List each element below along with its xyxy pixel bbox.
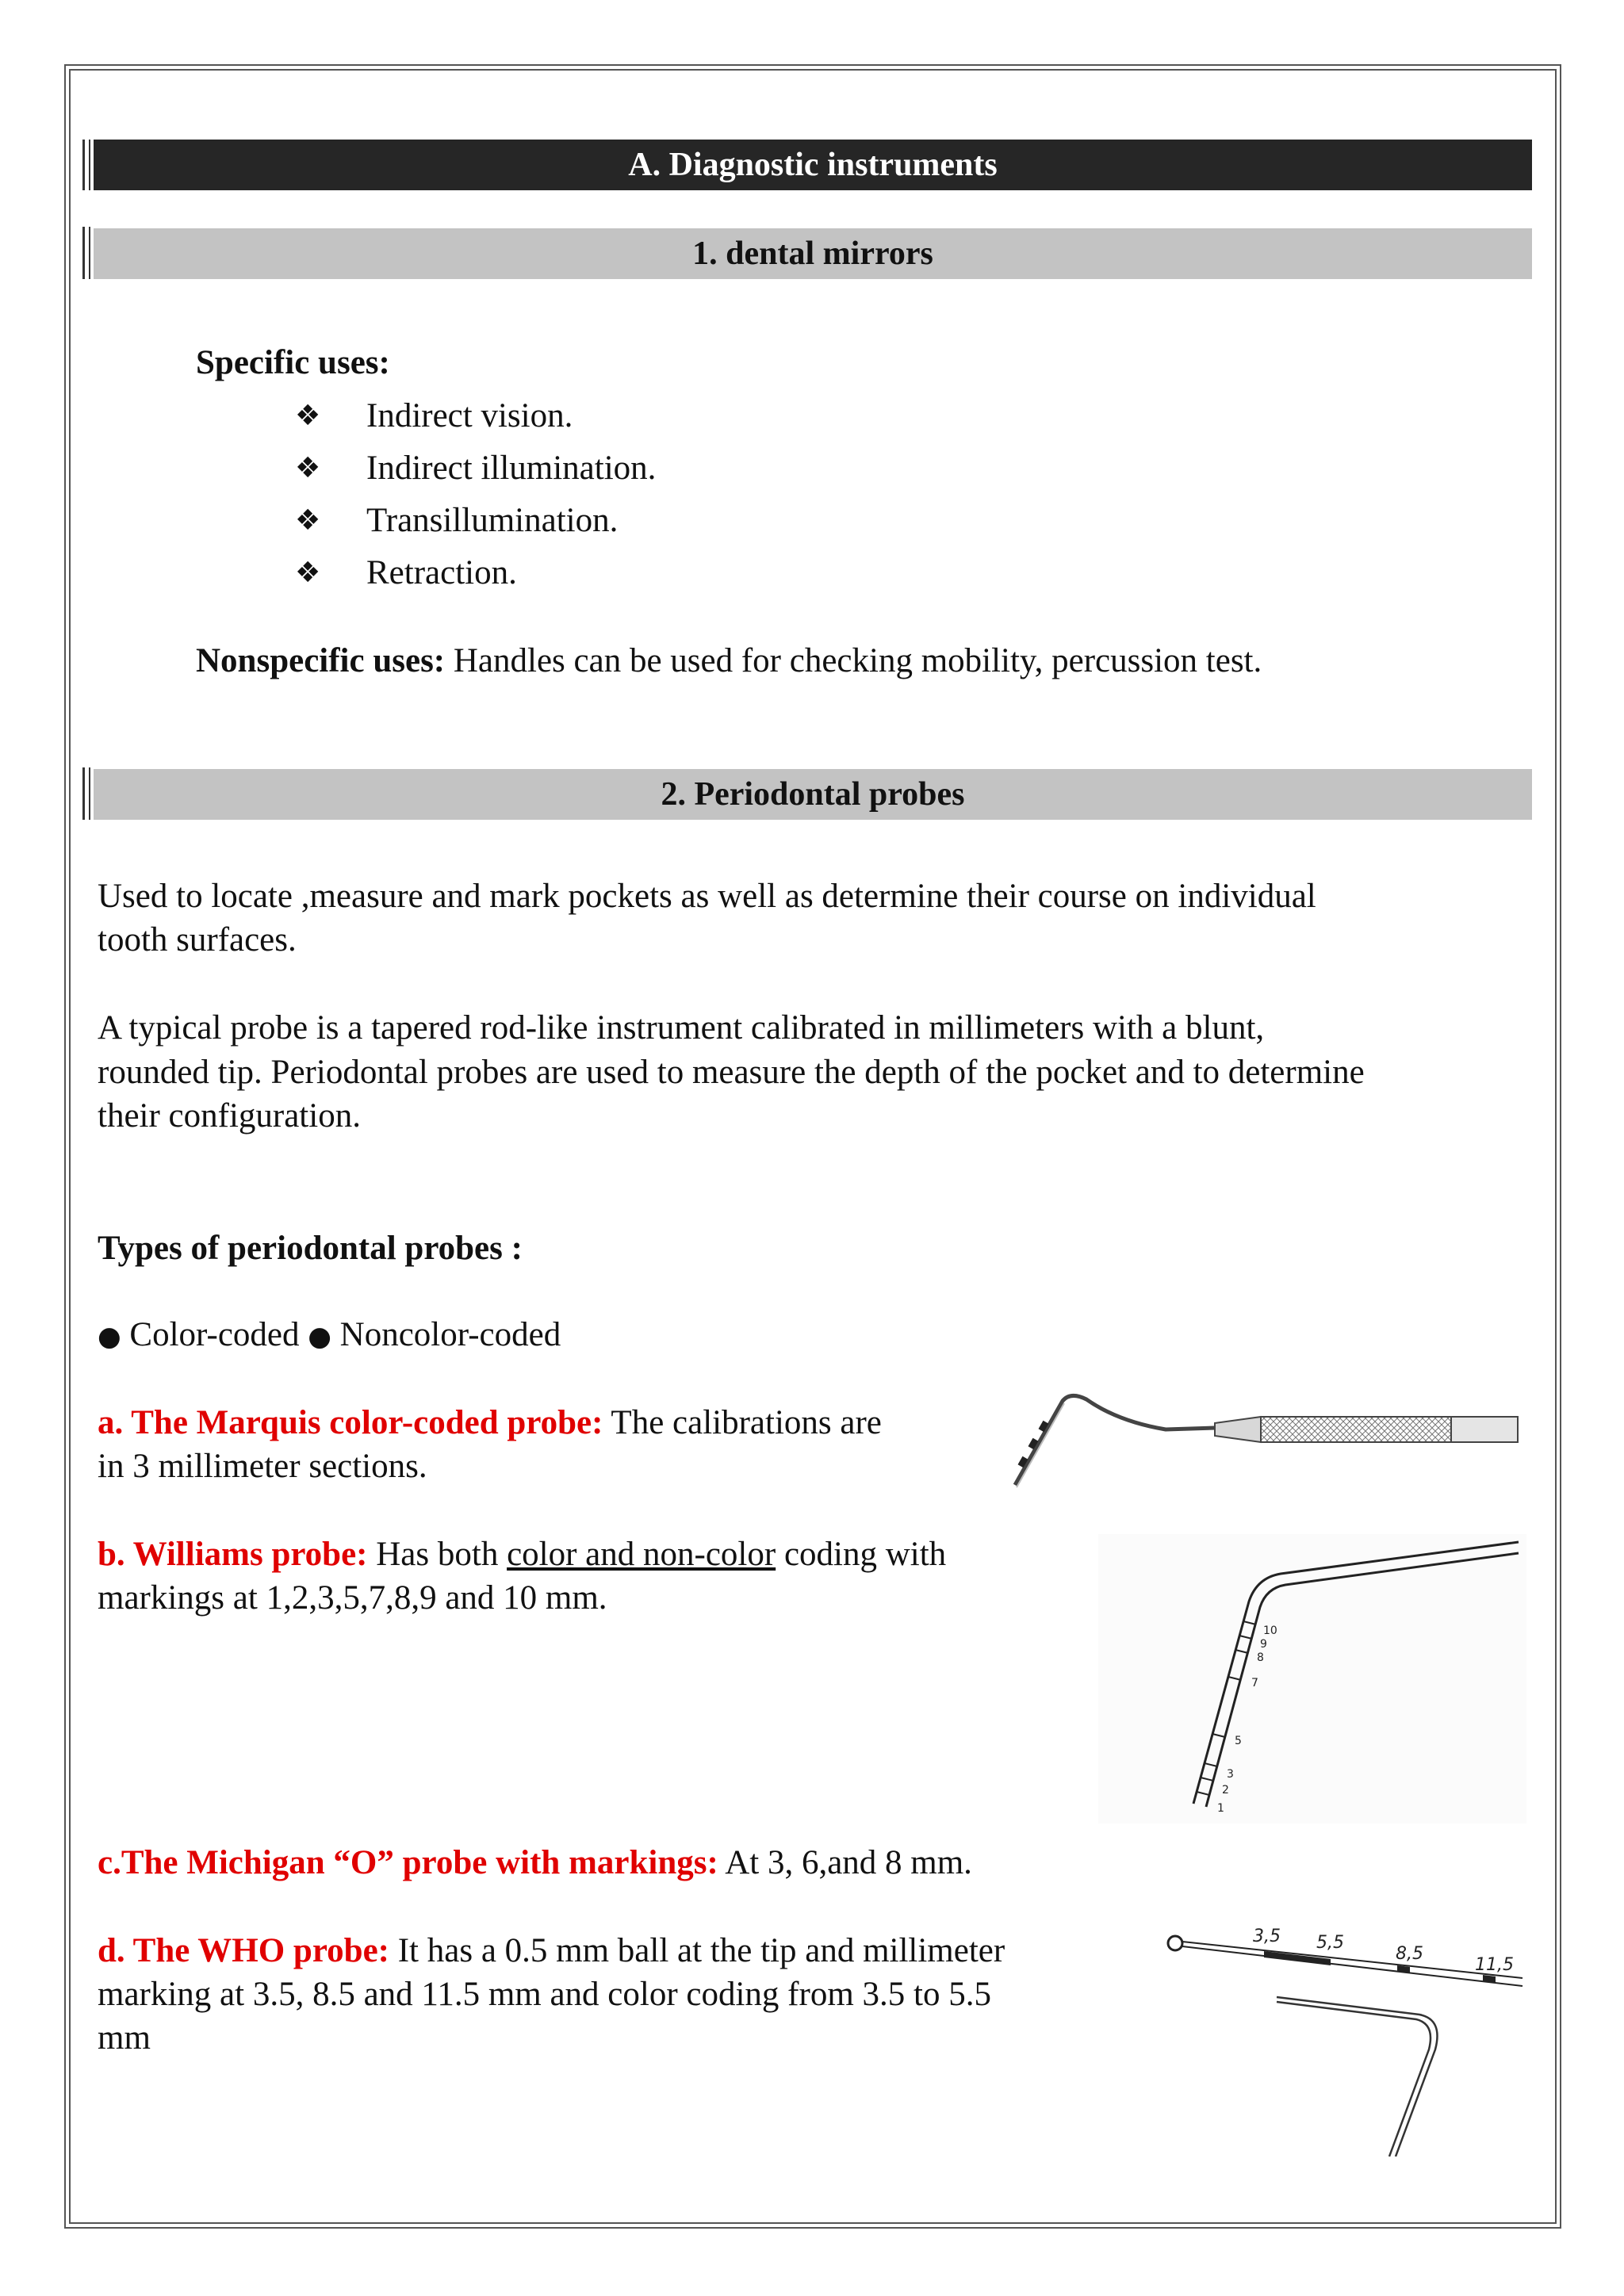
- specific-use-item: Indirect vision.: [366, 397, 573, 434]
- williams-probe-illustration: [1098, 1534, 1526, 1823]
- marquis-line: in 3 millimeter sections.: [98, 1448, 427, 1485]
- probe-desc-line: A typical probe is a tapered rod-like instrument calibrated in millimeters with a blunt,: [98, 1009, 1265, 1047]
- specific-use-item: Retraction.: [366, 554, 517, 591]
- heading-side-rule: [82, 767, 85, 820]
- subheading-dental-mirrors: 1. dental mirrors: [94, 228, 1532, 279]
- who-mark-label: 8,5: [1396, 1944, 1423, 1964]
- subheading-periodontal-probes: 2. Periodontal probes: [94, 769, 1532, 820]
- probe-intro-line: Used to locate ,measure and mark pockets as well as determine their course on individual: [98, 878, 1316, 915]
- diamond-bullet-icon: ❖: [295, 452, 321, 484]
- who-line: [98, 1929, 1005, 1973]
- nonspecific-uses-text: Handles can be used for checking mobility, percussion test.: [445, 642, 1262, 679]
- who-probe-illustration: [1158, 1915, 1530, 2168]
- diamond-bullet-icon: ❖: [295, 504, 321, 537]
- williams-line: markings at 1,2,3,5,7,8,9 and 10 mm.: [98, 1579, 607, 1617]
- williams-mark-label: 1: [1217, 1802, 1224, 1815]
- section-heading-a: A. Diagnostic instruments: [94, 140, 1532, 190]
- michigan-label: c.The Michigan “O” probe with markings:: [98, 1844, 718, 1881]
- probe-types-list: [98, 1313, 561, 1359]
- specific-uses-label: Specific uses:: [196, 344, 390, 381]
- diamond-bullet-icon: ❖: [295, 400, 321, 432]
- williams-mark-label: 2: [1222, 1784, 1229, 1797]
- page-frame-inner: [69, 69, 1557, 2224]
- probe-desc-line: their configuration.: [98, 1097, 361, 1135]
- probe-type-item: Noncolor-coded: [339, 1316, 561, 1353]
- who-line: marking at 3.5, 8.5 and 11.5 mm and color coding from 3.5 to 5.5: [98, 1976, 991, 2013]
- marquis-text: The calibrations are: [603, 1404, 882, 1441]
- who-mark-label: 3,5: [1253, 1927, 1281, 1946]
- bullet-dot-icon: ●: [98, 1321, 121, 1353]
- heading-side-rule: [89, 227, 90, 279]
- probe-intro-line: tooth surfaces.: [98, 921, 297, 959]
- heading-side-rule: [89, 767, 90, 820]
- bullet-dot-icon: ●: [308, 1321, 331, 1353]
- williams-line: [98, 1533, 946, 1577]
- marquis-line: [98, 1401, 882, 1445]
- williams-text: Has both: [367, 1536, 508, 1573]
- nonspecific-uses-label: Nonspecific uses:: [196, 642, 446, 679]
- michigan-text: At 3, 6,and 8 mm.: [718, 1844, 972, 1881]
- marquis-probe-illustration: [1007, 1383, 1522, 1498]
- williams-mark-label: 9: [1260, 1638, 1267, 1651]
- heading-side-rule: [89, 140, 90, 190]
- probe-types-label: Types of periodontal probes :: [98, 1230, 523, 1267]
- nonspecific-uses-paragraph: [196, 639, 1262, 683]
- who-mark-label: 11,5: [1475, 1955, 1514, 1975]
- michigan-line: [98, 1841, 972, 1885]
- who-label: d. The WHO probe:: [98, 1932, 389, 1969]
- williams-mark-label: 3: [1227, 1768, 1234, 1781]
- williams-label: b. Williams probe:: [98, 1536, 368, 1573]
- who-text: It has a 0.5 mm ball at the tip and millimeter: [389, 1932, 1005, 1969]
- williams-mark-label: 7: [1251, 1677, 1258, 1689]
- who-mark-label: 5,5: [1316, 1933, 1344, 1953]
- probe-type-item: Color-coded: [129, 1316, 300, 1353]
- heading-side-rule: [82, 227, 85, 279]
- heading-side-rule: [82, 140, 85, 190]
- williams-underlined-text: color and non-color: [507, 1536, 776, 1573]
- williams-mark-label: 5: [1235, 1735, 1242, 1747]
- specific-use-item: Indirect illumination.: [366, 450, 657, 487]
- probe-desc-line: rounded tip. Periodontal probes are used to measure the depth of the pocket and to determine: [98, 1054, 1365, 1091]
- williams-mark-label: 10: [1263, 1624, 1277, 1637]
- marquis-label: a. The Marquis color-coded probe:: [98, 1404, 603, 1441]
- specific-use-item: Transillumination.: [366, 502, 619, 539]
- williams-mark-label: 8: [1257, 1651, 1264, 1664]
- who-line: mm: [98, 2019, 151, 2057]
- williams-text: coding with: [776, 1536, 947, 1573]
- diamond-bullet-icon: ❖: [295, 557, 321, 589]
